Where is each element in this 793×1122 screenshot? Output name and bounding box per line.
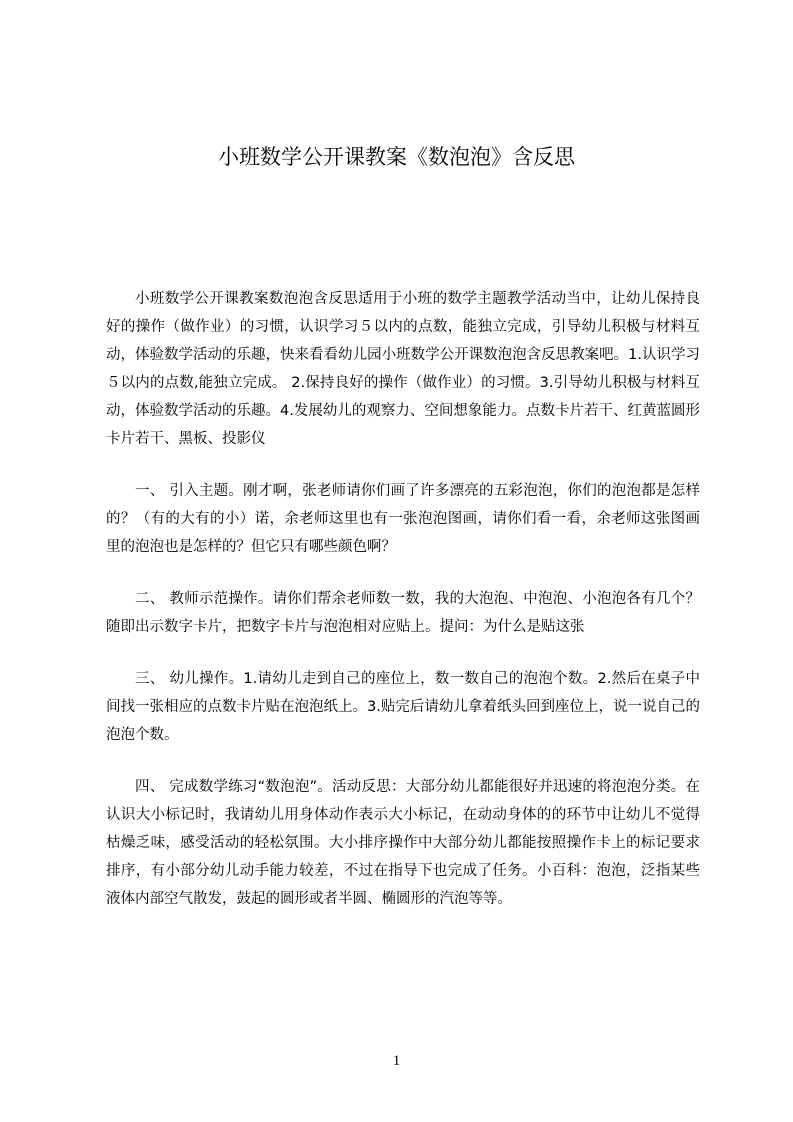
paragraph-section-2: 二、 教师示范操作。请你们帮余老师数一数，我的大泡泡、中泡泡、小泡泡各有几个？随即出示数字卡片，把数字卡片与泡泡相对应贴上。提问：为什么是贴这张: [106, 591, 700, 635]
paragraph-section-1: 一、 引入主题。刚才啊，张老师请你们画了许多漂亮的五彩泡泡，你们的泡泡都是怎样的？（有的大有的小）诺，余老师这里也有一张泡泡图画，请你们看一看，余老师这张图画里的泡泡也是怎样的？但它只有哪些颜色啊？: [106, 483, 700, 555]
paragraph-section-4: 四、 完成数学练习“数泡泡”。活动反思：大部分幼儿都能很好并迅速的将泡泡分类。在认识大小标记时，我请幼儿用身体动作表示大小标记，在动动身体的的环节中让幼儿不觉得枯燥乏味，感受活动的轻松氛围。大小排序操作中大部分幼儿都能按照操作卡上的标记要求排序，有小部分幼儿动手能力较差，不过在指导下也完成了任务。小百科：泡泡，泛指某些液体内部空气散发，鼓起的圆形或者半圆、椭圆形的汽泡等等。: [106, 779, 700, 907]
page-title: 小班数学公开课教案《数泡泡》含反思: [218, 145, 575, 169]
paragraph-section-3: 三、 幼儿操作。1.请幼儿走到自己的座位上，数一数自己的泡泡个数。2.然后在桌子中间找一张相应的点数卡片贴在泡泡纸上。3.贴完后请幼儿拿着纸头回到座位上，说一说自己的泡泡个数。: [106, 671, 700, 743]
page-number: 1: [392, 1053, 401, 1069]
document-body: [106, 285, 700, 937]
paragraph-intro: 小班数学公开课教案数泡泡含反思适用于小班的数学主题教学活动当中，让幼儿保持良好的操作（做作业）的习惯，认识学习５以内的点数，能独立完成，引导幼儿积极与材料互动，体验数学活动的乐趣，快来看看幼儿园小班数学公开课数泡泡含反思教案吧。1.认识学习５以内的点数,能独立完成。 2.保持良好的操作（做作业）的习惯。3.引导幼儿积极与材料互动，体验数学活动的乐趣。4.发展幼儿的观察力、空间想象能力。点数卡片若干、红黄蓝圆形卡片若干、黑板、投影仪: [106, 291, 700, 447]
